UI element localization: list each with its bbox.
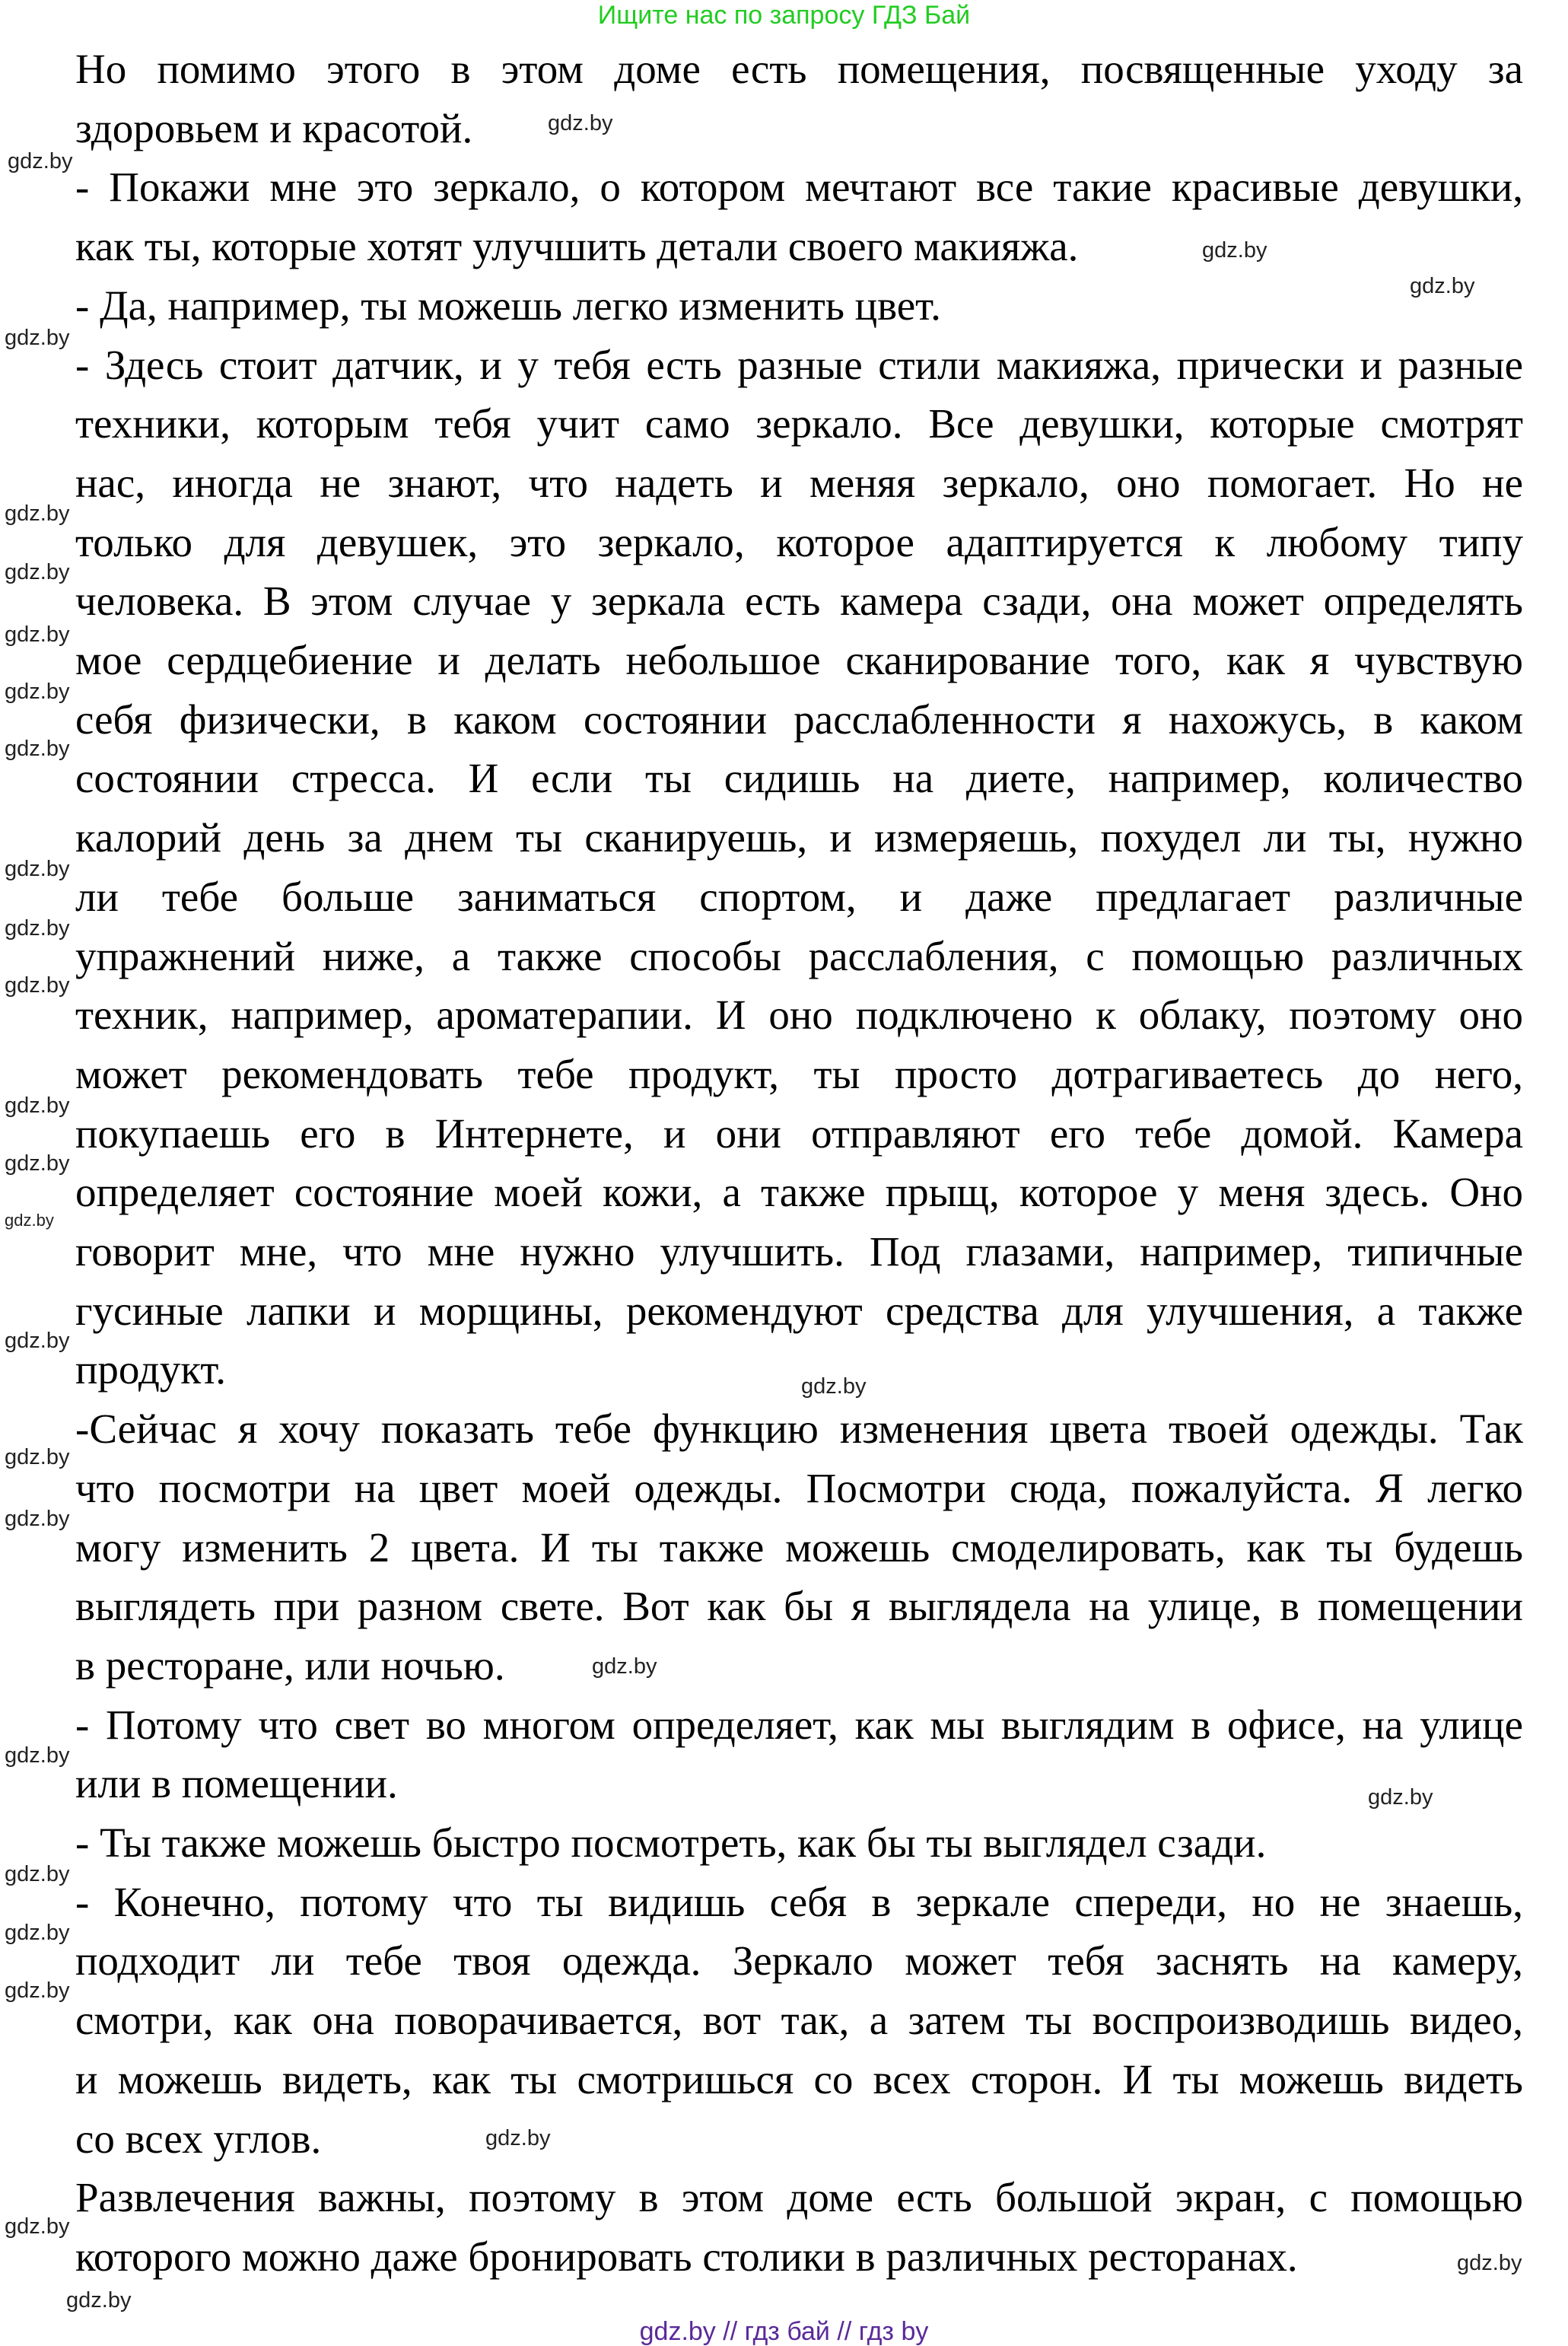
text-line: калорий день за днем ты сканируешь, и измеряешь, похудел ли ты, нужно xyxy=(75,814,1523,861)
watermark-text: gdz.by xyxy=(5,2214,70,2239)
watermark-text: gdz.by xyxy=(5,1093,70,1119)
watermark-text: gdz.by xyxy=(5,325,70,350)
text-line: в ресторане, или ночью. xyxy=(75,1641,505,1689)
watermark-text: gdz.by xyxy=(5,622,70,647)
text-line: Развлечения важны, поэтому в этом доме есть большой экран, с помощью xyxy=(75,2174,1523,2221)
text-line: Но помимо этого в этом доме есть помещения, посвященные уходу за xyxy=(75,46,1523,92)
text-line: как ты, которые хотят улучшить детали своего макияжа. xyxy=(75,223,1079,270)
text-line: подходит ли тебе твоя одежда. Зеркало может тебя заснять на камеру, xyxy=(75,1937,1523,1985)
text-line: ли тебе больше заниматься спортом, и даже предлагает различные xyxy=(75,873,1523,920)
watermark-text: gdz.by xyxy=(5,915,70,941)
watermark-text: gdz.by xyxy=(5,1862,70,1887)
watermark-text: gdz.by xyxy=(1410,274,1475,299)
text-line: техники, которым тебя учит само зеркало. Все девушки, которые смотрят xyxy=(75,400,1523,447)
watermark-text: gdz.by xyxy=(548,111,613,136)
watermark-text: gdz.by xyxy=(5,560,70,585)
text-line: - Конечно, потому что ты видишь себя в зеркале спереди, но не знаешь, xyxy=(75,1878,1523,1925)
watermark-text: gdz.by xyxy=(5,1506,70,1531)
text-line: техник, например, ароматерапии. И оно подключено к облаку, поэтому оно xyxy=(75,992,1523,1039)
text-line: - Да, например, ты можешь легко изменить цвет. xyxy=(75,282,941,329)
text-line: может рекомендовать тебе продукт, ты просто дотрагиваетесь до него, xyxy=(75,1050,1523,1097)
text-line: здоровьем и красотой. xyxy=(75,104,473,151)
text-line: продукт. xyxy=(75,1346,226,1393)
text-line: себя физически, в каком состоянии расслабленности я нахожусь, в каком xyxy=(75,696,1523,743)
watermark-text: gdz.by xyxy=(5,1444,70,1469)
watermark-text: gdz.by xyxy=(485,2125,551,2150)
watermark-text: gdz.by xyxy=(66,2288,132,2313)
watermark-text: gdz.by xyxy=(5,679,70,704)
watermark-text: gdz.by xyxy=(1202,237,1267,263)
watermark-text: gdz.by xyxy=(1457,2250,1522,2275)
watermark-text: gdz.by xyxy=(5,1329,70,1354)
watermark-text: gdz.by xyxy=(801,1374,867,1399)
watermark-text: gdz.by xyxy=(1368,1785,1433,1810)
footer-links[interactable]: gdz.by // гдз бай // гдз by xyxy=(639,2317,929,2346)
text-line: нас, иногда не знают, что надеть и меняя зеркало, оно помогает. Но не xyxy=(75,459,1523,506)
watermark-text: gdz.by xyxy=(5,857,70,882)
watermark-text: gdz.by xyxy=(592,1654,657,1679)
watermark-text: gdz.by xyxy=(5,972,70,998)
text-line: определяет состояние моей кожи, а также прыщ, которое у меня здесь. Оно xyxy=(75,1169,1523,1216)
text-line: со всех углов. xyxy=(75,2115,322,2162)
text-line: - Ты также можешь быстро посмотреть, как бы ты выглядел сзади. xyxy=(75,1819,1267,1866)
text-line: - Потому что свет во многом определяет, как мы выглядим в офисе, на улице xyxy=(75,1701,1523,1748)
text-line: мое сердцебиение и делать небольшое сканирование того, как я чувствую xyxy=(75,637,1523,683)
text-line: говорит мне, что мне нужно улучшить. Под глазами, например, типичные xyxy=(75,1228,1523,1275)
text-line: - Покажи мне это зеркало, о котором мечтают все такие красивые девушки, xyxy=(75,164,1523,211)
text-line: -Сейчас я хочу показать тебе функцию изменения цвета твоей одежды. Так xyxy=(75,1405,1523,1453)
watermark-text: gdz.by xyxy=(5,737,70,762)
text-line: покупаешь его в Интернете, и они отправляют его тебе домой. Камера xyxy=(75,1109,1523,1157)
text-line: гусиные лапки и морщины, рекомендуют средства для улучшения, а также xyxy=(75,1287,1523,1334)
text-line: только для девушек, это зеркало, которое адаптируется к любому типу xyxy=(75,518,1523,565)
text-line: состоянии стресса. И если ты сидишь на диете, например, количество xyxy=(75,755,1523,802)
text-line: человека. В этом случае у зеркала есть камера сзади, она может определять xyxy=(75,578,1523,625)
text-line: смотри, как она поворачивается, вот так, а затем ты воспроизводишь видео, xyxy=(75,1997,1523,2044)
watermark-text: gdz.by xyxy=(5,1151,70,1176)
watermark-text: gdz.by xyxy=(8,148,73,173)
watermark-text: gdz.by xyxy=(5,1743,70,1768)
watermark-text: gdz.by xyxy=(5,1921,70,1946)
text-line: что посмотри на цвет моей одежды. Посмотри сюда, пожалуйста. Я легко xyxy=(75,1464,1523,1511)
text-line: и можешь видеть, как ты смотришься со всех сторон. И ты можешь видеть xyxy=(75,2055,1523,2102)
text-line: или в помещении. xyxy=(75,1760,398,1807)
watermark-text: gdz.by xyxy=(5,501,70,527)
watermark-text: gdz.by xyxy=(5,1978,70,2003)
watermark-text: gdz.by xyxy=(5,1210,54,1230)
text-line: которого можно даже бронировать столики в различных ресторанах. xyxy=(75,2233,1298,2280)
text-line: - Здесь стоит датчик, и у тебя есть разные стили макияжа, прически и разные xyxy=(75,341,1523,388)
text-line: могу изменить 2 цвета. И ты также можешь смоделировать, как ты будешь xyxy=(75,1523,1523,1571)
text-line: упражнений ниже, а также способы расслабления, с помощью различных xyxy=(75,932,1523,979)
text-line: выглядеть при разном свете. Вот как бы я выглядела на улице, в помещении xyxy=(75,1583,1523,1630)
search-hint-header: Ищите нас по запросу ГДЗ Бай xyxy=(597,1,971,30)
